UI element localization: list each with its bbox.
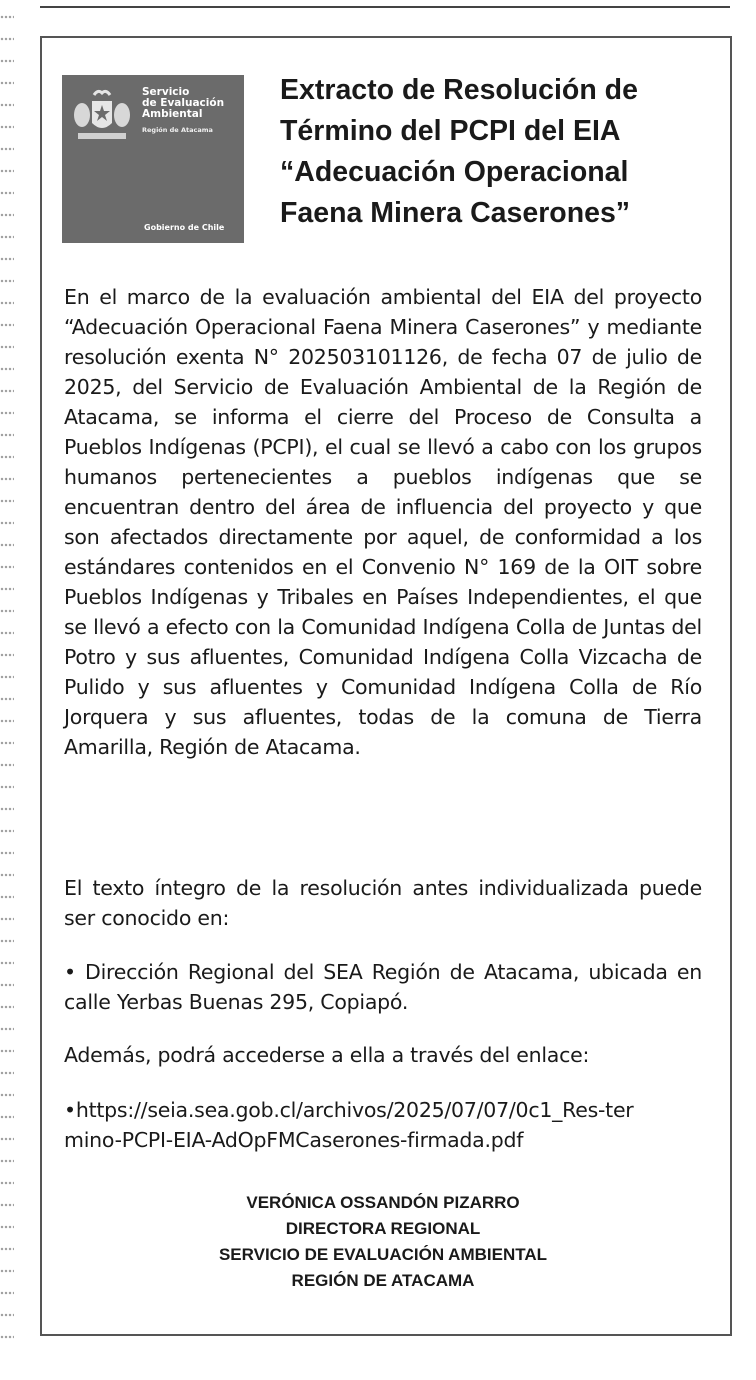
body-paragraph-1: En el marco de la evaluación ambiental del EIA del proyecto “Adecuación Operacional Faena Minera Caserones” y mediante resolución exenta N° 202503101126, de fecha 07 de julio de 2025, del Servicio de Evaluación Ambiental de la Región de Atacama, se informa el cierre del Proceso de Consulta a Pueblos Indígenas (PCPI), el cual se llevó a cabo con los grupos humanos pertenecientes a pueblos indígenas que se encuentran dentro del área de influencia del proyecto y que son afectados directamente por aquel, de conformidad a los estándares contenidos en el Convenio N° 169 de la OIT sobre Pueblos Indígenas y Tribales en Países Independientes, el que se llevó a efecto con la Comunidad Indígena Colla de Juntas del Potro y sus afluentes, Comunidad Indígena Colla Vizcacha de Pulido y sus afluentes y Comunidad Indígena Colla de Río Jorquera y sus afluentes, todas de la comuna de Tierra Amarilla, Región de Atacama.: [64, 285, 702, 759]
logo-service-name: [142, 87, 242, 120]
logo-government: Gobierno de Chile: [144, 223, 225, 232]
title-line2: Término del PCPI del EIA: [280, 115, 621, 147]
signatory-region: REGIÓN DE ATACAMA: [291, 1271, 475, 1290]
logo-service-line2: de Evaluación: [142, 97, 225, 109]
notice-title: [280, 70, 720, 234]
signatory-institution: SERVICIO DE EVALUACIÓN AMBIENTAL: [218, 1245, 548, 1264]
logo-region: Región de Atacama: [142, 126, 213, 134]
sea-logo: [62, 75, 244, 243]
signatory-name: VERÓNICA OSSANDÓN PIZARRO: [246, 1193, 520, 1212]
page-margin-dots: [0, 0, 14, 1340]
logo-service-line3: Ambiental: [142, 108, 203, 120]
signatory-role: DIRECTORA REGIONAL: [285, 1219, 481, 1238]
logo-service-line1: Servicio: [142, 86, 190, 98]
link-line1[interactable]: •https://seia.sea.gob.cl/archivos/2025/07/07/0c1_Res-ter: [64, 1098, 634, 1122]
body-paragraph-4: Además, podrá accederse a ella a través del enlace:: [64, 1043, 590, 1067]
chile-coat-of-arms-icon: [70, 89, 134, 147]
signature-block: [64, 1190, 702, 1294]
title-line3: “Adecuación Operacional: [280, 156, 629, 188]
title-line1: Extracto de Resolución de: [280, 74, 638, 106]
body-paragraph-3: • Dirección Regional del SEA Región de Atacama, ubicada en calle Yerbas Buenas 295, Copiapó.: [64, 960, 702, 1014]
top-divider: [40, 6, 730, 8]
title-line4: Faena Minera Caserones”: [280, 197, 631, 229]
resolution-link[interactable]: [64, 1095, 702, 1155]
body-paragraph-2: El texto íntegro de la resolución antes individualizada puede ser conocido en:: [64, 876, 702, 930]
link-line2[interactable]: mino-PCPI-EIA-AdOpFMCaserones-firmada.pdf: [64, 1128, 524, 1152]
